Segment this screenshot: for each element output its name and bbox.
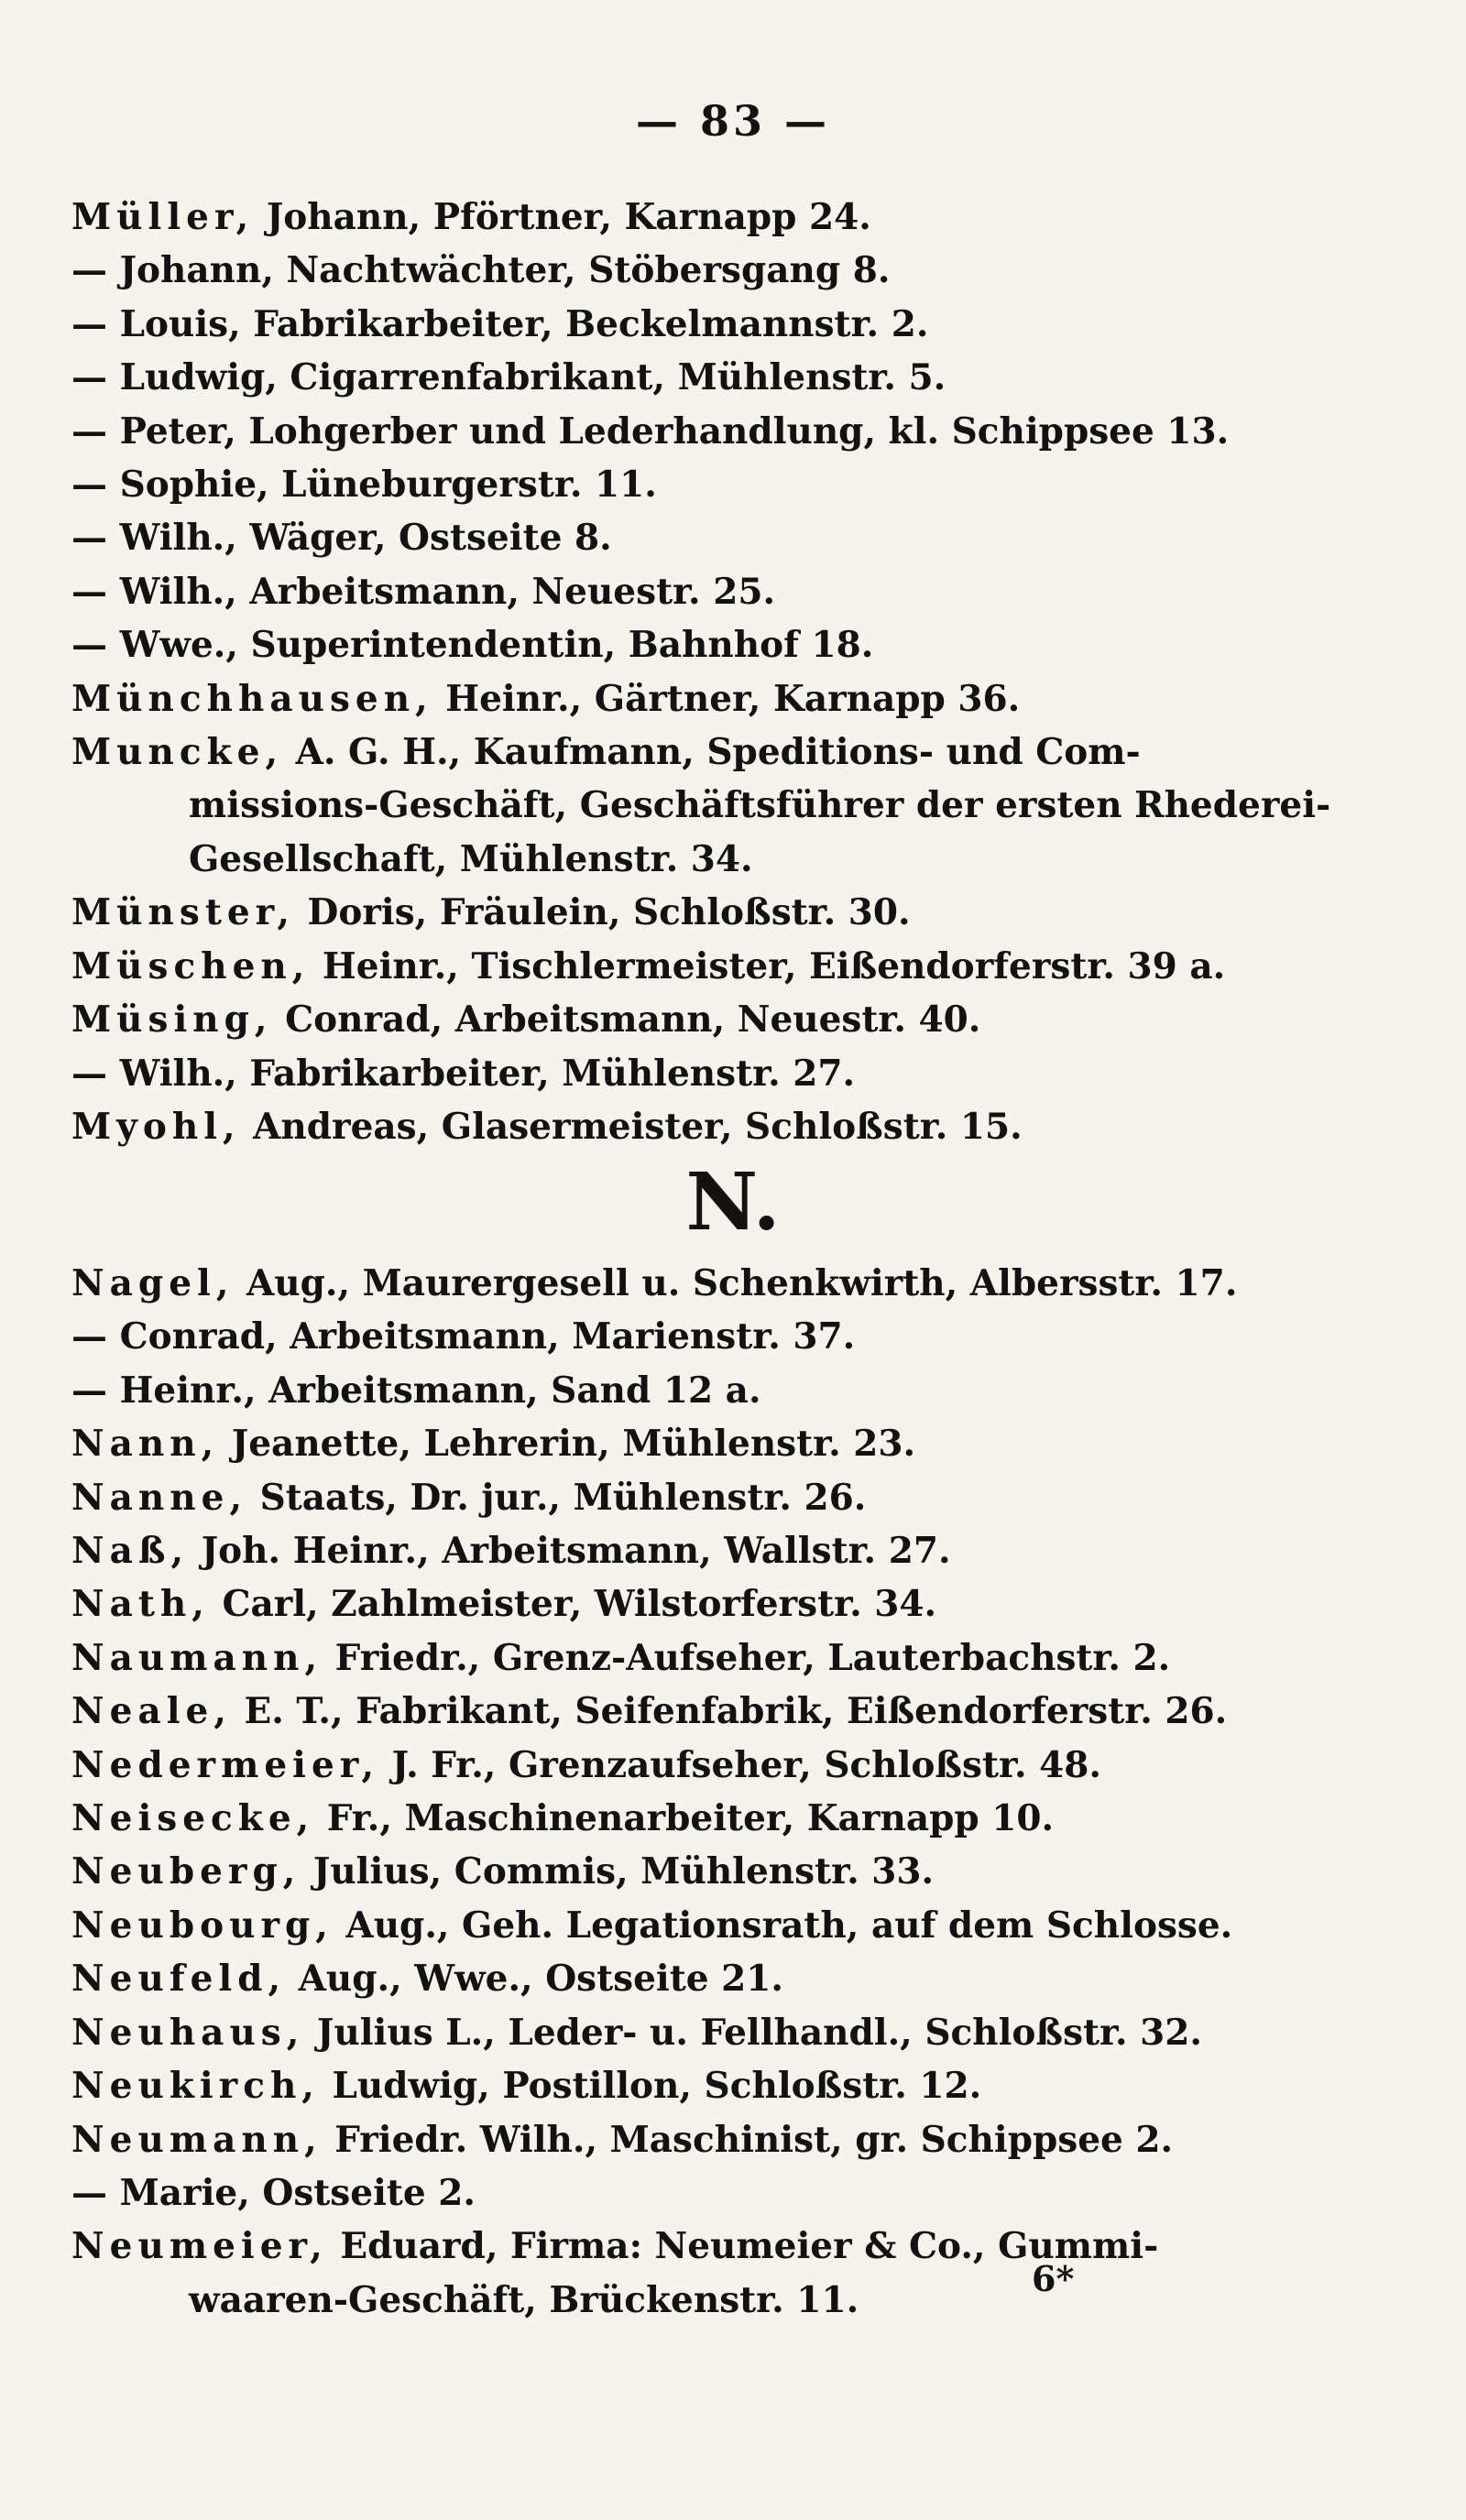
directory-entry (71, 2166, 1263, 2220)
entry-details: Eduard, Firma: Neumeier & Co., Gummi- (327, 2225, 1159, 2268)
entry-details: missions-Geschäft, Geschäftsführer der ersten Rhederei- (189, 784, 1331, 827)
entry-details: Johann, Pförtner, Karnapp 24. (254, 196, 871, 238)
entry-details: — Conrad, Arbeitsmann, Marienstr. 37. (71, 1315, 856, 1358)
directory-entry (71, 2220, 1263, 2273)
entry-surname: Neuberg, (71, 1850, 301, 1893)
directory-entry (71, 405, 1263, 458)
directory-entry (71, 1100, 1263, 1153)
entry-list-n (71, 1257, 1263, 2327)
entry-details: — Louis, Fabrikarbeiter, Beckelmannstr. 2. (71, 302, 929, 345)
directory-entry (71, 565, 1263, 618)
directory-entry (71, 1577, 1263, 1631)
entry-details: — Heinr., Arbeitsmann, Sand 12 a. (71, 1369, 761, 1412)
entry-details: Staats, Dr. jur., Mühlenstr. 26. (247, 1476, 867, 1519)
entry-surname: Nagel, (71, 1262, 235, 1304)
entry-details: Carl, Zahlmeister, Wilstorferstr. 34. (209, 1583, 937, 1626)
entry-details: — Peter, Lohgerber und Lederhandlung, kl. Schippsee 13. (71, 409, 1230, 453)
entry-details: — Marie, Ostseite 2. (71, 2171, 476, 2214)
entry-surname: Neumeier, (71, 2225, 328, 2268)
entry-details: — Wilh., Fabrikarbeiter, Mühlenstr. 27. (71, 1052, 856, 1095)
entry-details: J. Fr., Grenzaufseher, Schloßstr. 48. (379, 1743, 1101, 1786)
entry-details: Aug., Wwe., Ostseite 21. (286, 1958, 783, 2001)
entry-surname: Nann, (71, 1423, 220, 1466)
entry-details: — Wilh., Wäger, Ostseite 8. (71, 517, 612, 560)
entry-surname: Müsing, (71, 998, 273, 1042)
entry-surname: Neisecke, (71, 1797, 315, 1840)
entry-details: — Wilh., Arbeitsmann, Neuestr. 25. (71, 570, 776, 613)
entry-details: — Wwe., Superintendentin, Bahnhof 18. (71, 624, 874, 667)
directory-entry (71, 1845, 1263, 1898)
entry-details: Doris, Fräulein, Schloßstr. 30. (294, 891, 911, 934)
entry-surname: Naß, (71, 1530, 190, 1573)
directory-entry (71, 1417, 1263, 1470)
entry-surname: Münchhausen, (71, 677, 433, 720)
entry-details: waaren-Geschäft, Brückenstr. 11. (189, 2278, 859, 2321)
entry-details: Ludwig, Postillon, Schloßstr. 12. (319, 2065, 982, 2108)
entry-surname: Muncke, (71, 731, 284, 774)
entry-surname: Neale, (71, 1690, 232, 1733)
entry-surname: Münster, (71, 891, 295, 934)
entry-surname: Myohl, (71, 1105, 241, 1148)
entry-details: Julius L., Leder- u. Fellhandl., Schloßstr. 32. (304, 2011, 1203, 2054)
directory-entry (71, 244, 1263, 297)
entry-details: Joh. Heinr., Arbeitsmann, Wallstr. 27. (189, 1530, 951, 1573)
directory-entry (71, 725, 1263, 779)
entry-details: — Sophie, Lüneburgerstr. 11. (71, 464, 657, 507)
directory-entry (71, 2113, 1263, 2166)
entry-details: — Johann, Nachtwächter, Stöbersgang 8. (71, 249, 891, 292)
entry-details: Jeanette, Lehrerin, Mühlenstr. 23. (219, 1423, 916, 1466)
directory-entry (71, 191, 1263, 244)
entry-details: E. T., Fabrikant, Seifenfabrik, Eißendorferstr. 26. (231, 1690, 1228, 1733)
entry-details: Andreas, Glasermeister, Schloßstr. 15. (240, 1105, 1023, 1148)
entry-list-m (71, 191, 1331, 1153)
directory-entry (71, 511, 1263, 564)
directory-entry (71, 2006, 1263, 2059)
entry-details: A. G. H., Kaufmann, Speditions- und Com- (283, 731, 1141, 774)
entry-details: Heinr., Tischlermeister, Eißendorferstr. 39 a. (310, 944, 1226, 987)
entry-details: Conrad, Arbeitsmann, Neuestr. 40. (272, 998, 981, 1042)
entry-surname: Neukirch, (71, 2065, 320, 2108)
entry-details: Heinr., Gärtner, Karnapp 36. (432, 677, 1021, 720)
directory-entry (71, 351, 1263, 404)
directory-entry (71, 2059, 1263, 2112)
entry-details: Friedr. Wilh., Maschinist, gr. Schippsee 2. (322, 2118, 1174, 2161)
entry-surname: Neubourg, (71, 1904, 334, 1947)
directory-entry (71, 672, 1263, 725)
section-heading-n: N. (685, 1156, 781, 1249)
directory-entry (71, 1792, 1263, 1845)
entry-details: Gesellschaft, Mühlenstr. 34. (189, 837, 753, 880)
entry-details: — Ludwig, Cigarrenfabrikant, Mühlenstr. 5. (71, 356, 946, 399)
entry-details: Julius, Commis, Mühlenstr. 33. (301, 1850, 935, 1893)
directory-entry (71, 940, 1263, 993)
entry-surname: Naumann, (71, 1636, 323, 1679)
entry-surname: Neumann, (71, 2118, 323, 2161)
entry-details: Aug., Geh. Legationsrath, auf dem Schlosse. (333, 1904, 1233, 1947)
directory-entry (71, 1685, 1263, 1738)
directory-entry (71, 993, 1263, 1046)
entry-surname: Müller, (71, 196, 255, 238)
directory-entry (71, 1899, 1263, 1952)
entry-surname: Nanne, (71, 1476, 248, 1519)
printer-signature: 6* (1032, 2258, 1075, 2299)
directory-entry (71, 833, 1263, 886)
directory-entry (71, 779, 1331, 832)
entry-details: Fr., Maschinenarbeiter, Karnapp 10. (314, 1797, 1055, 1840)
directory-entry (71, 1952, 1263, 2005)
directory-entry (71, 1257, 1263, 1310)
directory-entry (71, 886, 1263, 939)
page-header: — 83 — (635, 96, 831, 146)
entry-surname: Nath, (71, 1583, 210, 1626)
directory-entry (71, 1739, 1263, 1792)
entry-surname: Müschen, (71, 944, 311, 987)
entry-details: Friedr., Grenz-Aufseher, Lauterbachstr. 2. (323, 1636, 1171, 1679)
directory-entry (71, 298, 1263, 351)
directory-entry (71, 1631, 1263, 1685)
entry-surname: Neuhaus, (71, 2011, 305, 2054)
entry-surname: Neufeld, (71, 1958, 287, 2001)
directory-entry (71, 1364, 1263, 1417)
directory-entry (71, 1047, 1263, 1100)
entry-surname: Nedermeier, (71, 1743, 380, 1786)
directory-entry (71, 458, 1263, 511)
directory-entry (71, 1471, 1263, 1524)
directory-entry (71, 1524, 1263, 1577)
directory-entry (71, 618, 1263, 671)
directory-entry (71, 1310, 1263, 1363)
entry-details: Aug., Maurergesell u. Schenkwirth, Albersstr. 17. (234, 1262, 1238, 1304)
directory-entry (71, 2274, 1263, 2327)
